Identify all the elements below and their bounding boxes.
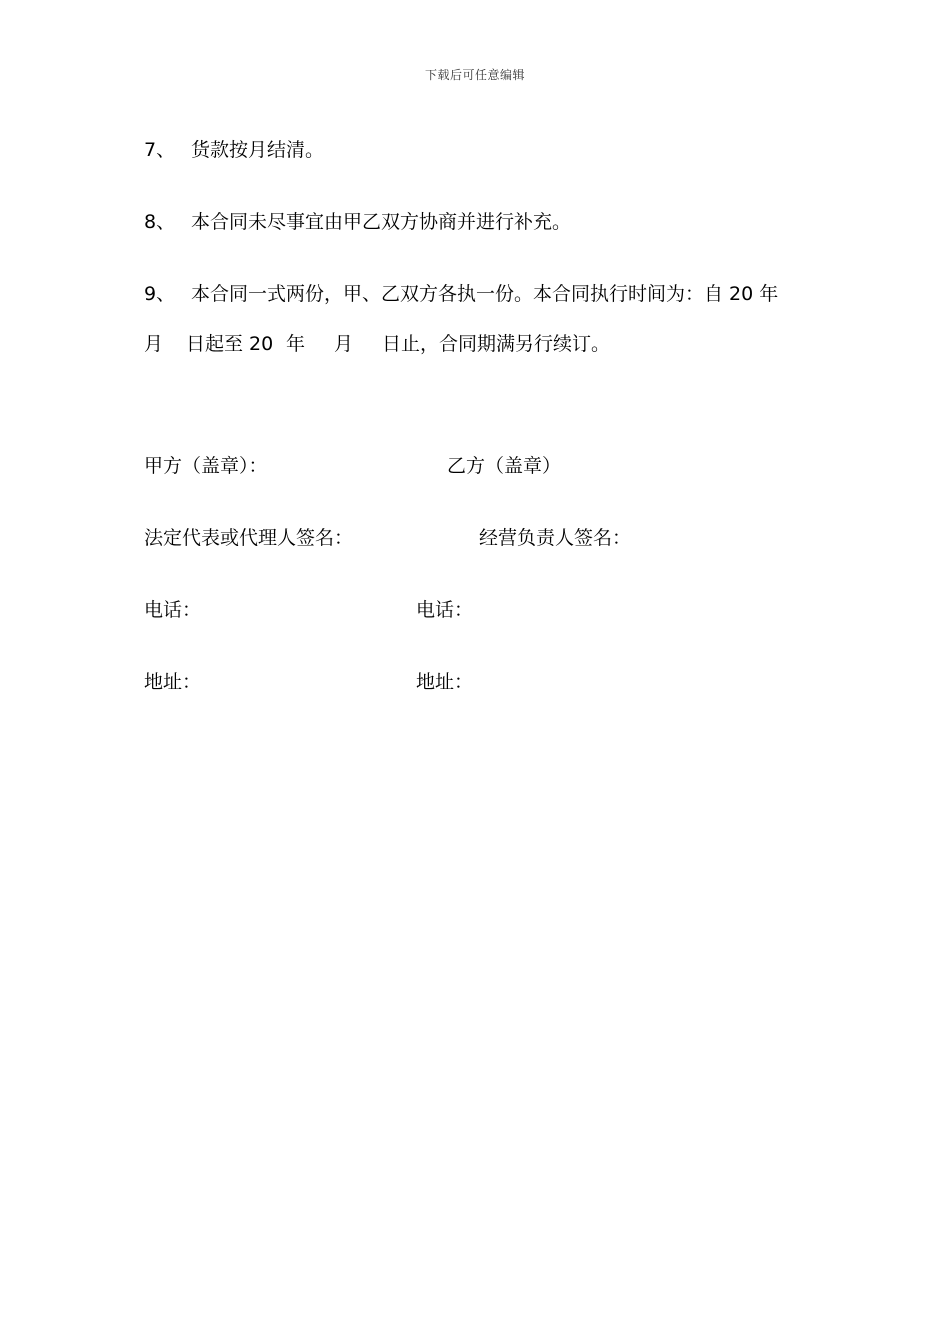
clause-number: 9、 <box>144 283 176 305</box>
term-end-text: 日止，合同期满另行续订。 <box>382 333 611 355</box>
day-from-text: 日起至 20 <box>186 333 274 355</box>
month-blank-2: 月 <box>334 333 354 355</box>
clause-9 <box>144 282 778 306</box>
party-b-seal-label: 乙方（盖章） <box>447 455 562 477</box>
clause-text: 本合同未尽事宜由甲乙双方协商并进行补充。 <box>191 211 572 233</box>
party-a-seal-label: 甲方（盖章）： <box>144 455 268 477</box>
year-blank-2: 年 <box>286 333 306 355</box>
party-a-phone-label: 电话： <box>144 599 202 621</box>
clause-text: 本合同一式两份，甲、乙双方各执一份。本合同执行时间为：自 20 年 <box>191 283 779 305</box>
party-a-rep-label: 法定代表或代理人签名： <box>144 527 354 549</box>
page-header: 下载后可任意编辑 <box>424 68 525 82</box>
party-b-phone-label: 电话： <box>416 599 474 621</box>
party-b-address-label: 地址： <box>416 671 474 693</box>
clause-number: 7、 <box>144 139 176 161</box>
month-blank-1: 月 <box>144 333 164 355</box>
clause-text: 货款按月结清。 <box>191 139 325 161</box>
party-a-address-label: 地址： <box>144 671 202 693</box>
party-b-rep-label: 经营负责人签名： <box>479 527 632 549</box>
clause-8 <box>144 210 571 234</box>
clause-number: 8、 <box>144 211 176 233</box>
clause-7 <box>144 138 324 162</box>
